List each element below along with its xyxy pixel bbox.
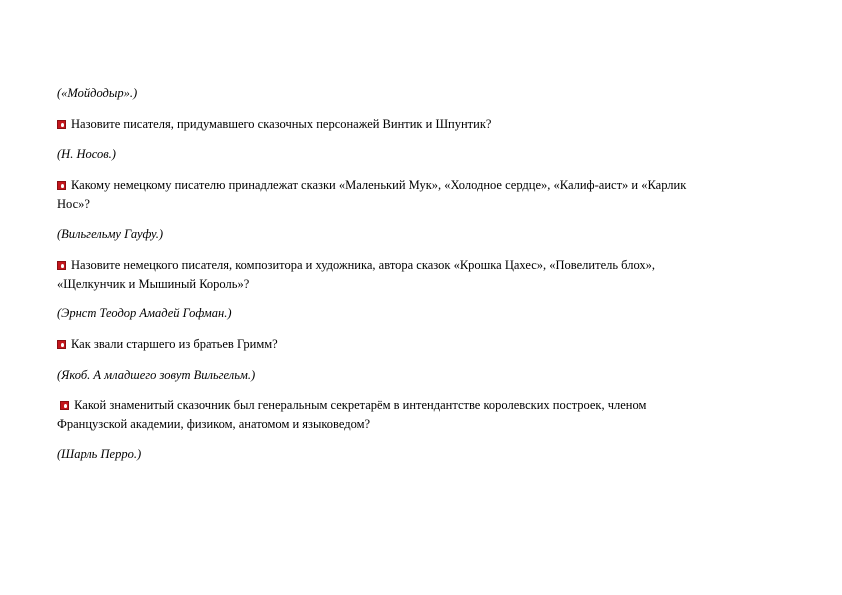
red-square-bullet-icon	[57, 181, 66, 190]
question-line-continued: «Щелкунчик и Мышиный Король»?	[57, 277, 250, 291]
question-line	[57, 115, 797, 134]
question-line	[57, 335, 797, 354]
question-line	[57, 256, 797, 275]
answer-hauff: (Вильгельму Гауфу.)	[57, 227, 164, 241]
question-text: Как звали старшего из братьев Гримм?	[71, 337, 278, 351]
red-square-bullet-icon	[57, 120, 66, 129]
answer-hoffmann: (Эрнст Теодор Амадей Гофман.)	[57, 306, 232, 320]
answer-moydodyr: («Мойдодыр».)	[57, 86, 138, 100]
question-text: Какой знаменитый сказочник был генеральным секретарём в интендантстве королевских построек, членом	[74, 398, 647, 412]
answer-perrault: (Шарль Перро.)	[57, 447, 142, 461]
question-hauff	[57, 176, 797, 214]
question-hoffmann	[57, 256, 797, 294]
red-square-bullet-icon	[57, 261, 66, 270]
question-text: Назовите писателя, придумавшего сказочных персонажей Винтик и Шпунтик?	[71, 117, 492, 131]
question-line-continued: Нос»?	[57, 197, 90, 211]
question-line-continued: Французской академии, физиком, анатомом и языковедом?	[57, 417, 371, 431]
red-square-bullet-icon	[57, 340, 66, 349]
question-grimm	[57, 335, 797, 354]
answer-nosov: (Н. Носов.)	[57, 147, 116, 161]
answer-grimm: (Якоб. А младшего зовут Вильгельм.)	[57, 368, 256, 382]
question-line	[57, 176, 797, 195]
red-square-bullet-icon	[60, 401, 69, 410]
question-perrault	[57, 396, 797, 434]
question-vintik-shpuntik	[57, 115, 797, 134]
question-line	[57, 396, 797, 415]
question-text: Какому немецкому писателю принадлежат сказки «Маленький Мук», «Холодное сердце», «Калиф-аист» и «Карлик	[71, 178, 687, 192]
question-text: Назовите немецкого писателя, композитора и художника, автора сказок «Крошка Цахес», «Повелитель блох»,	[71, 258, 656, 272]
